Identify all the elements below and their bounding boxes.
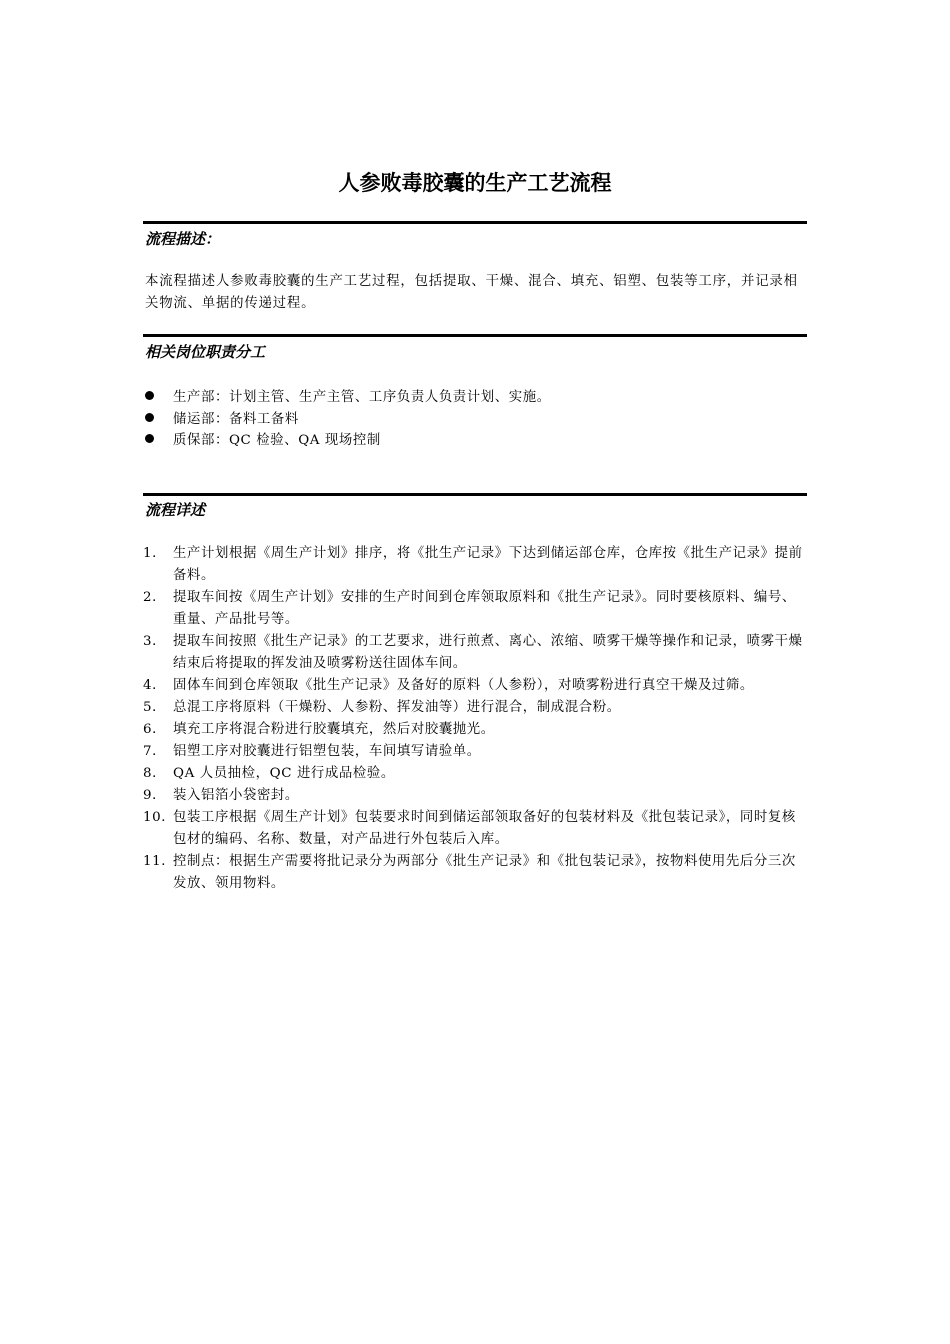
process-step bbox=[143, 785, 807, 807]
list-item bbox=[143, 428, 807, 450]
process-step bbox=[143, 631, 807, 675]
section-divider bbox=[143, 334, 807, 337]
step-text: 装入铝箔小袋密封。 bbox=[173, 788, 299, 803]
process-step-list bbox=[143, 543, 807, 895]
page-title: 人参败毒胶囊的生产工艺流程 bbox=[338, 171, 612, 195]
step-text: 提取车间按照《批生产记录》的工艺要求，进行煎煮、离心、浓缩、喷雾干燥等操作和记录，喷雾干燥结束后将提取的挥发油及喷雾粉送往固体车间。 bbox=[173, 634, 803, 671]
process-step bbox=[143, 587, 807, 631]
step-text: 包装工序根据《周生产计划》包装要求时间到储运部领取备好的包装材料及《批包装记录》，同时复核包材的编码、名称、数量，对产品进行外包装后入库。 bbox=[173, 810, 796, 847]
step-number: 3． bbox=[143, 634, 167, 649]
step-number: 1． bbox=[143, 546, 167, 561]
step-number: 11． bbox=[143, 854, 176, 869]
process-step bbox=[143, 719, 807, 741]
bullet-icon bbox=[145, 434, 154, 443]
section-heading-responsibilities: 相关岗位职责分工 bbox=[145, 343, 266, 361]
step-text: 提取车间按《周生产计划》安排的生产时间到仓库领取原料和《批生产记录》。同时要核原料、编号、重量、产品批号等。 bbox=[173, 590, 796, 627]
process-step bbox=[143, 675, 807, 697]
bullet-icon bbox=[145, 391, 154, 400]
section-divider bbox=[143, 493, 807, 496]
list-item bbox=[143, 407, 807, 429]
step-text: 铝塑工序对胶囊进行铝塑包装，车间填写请验单。 bbox=[173, 744, 481, 759]
step-number: 4． bbox=[143, 678, 167, 693]
section-heading-details: 流程详述 bbox=[145, 501, 206, 519]
bullet-icon bbox=[145, 413, 154, 422]
process-step bbox=[143, 851, 807, 895]
step-number: 8． bbox=[143, 766, 167, 781]
step-text: 填充工序将混合粉进行胶囊填充，然后对胶囊抛光。 bbox=[173, 722, 495, 737]
process-step bbox=[143, 807, 807, 851]
list-item-text: 生产部：计划主管、生产主管、工序负责人负责计划、实施。 bbox=[173, 390, 551, 406]
step-text: 总混工序将原料（干燥粉、人参粉、挥发油等）进行混合，制成混合粉。 bbox=[173, 700, 621, 715]
process-step bbox=[143, 741, 807, 763]
section-heading-description: 流程描述： bbox=[145, 230, 221, 248]
responsibility-list bbox=[143, 385, 807, 450]
process-step bbox=[143, 697, 807, 719]
section-divider bbox=[143, 221, 807, 224]
step-number: 2． bbox=[143, 590, 167, 605]
process-step bbox=[143, 543, 807, 587]
step-number: 10． bbox=[143, 810, 176, 825]
step-number: 5． bbox=[143, 700, 167, 715]
step-text: 控制点：根据生产需要将批记录分为两部分《批生产记录》和《批包装记录》，按物料使用先后分三次发放、领用物料。 bbox=[173, 854, 796, 891]
list-item bbox=[143, 385, 807, 407]
list-item-text: 储运部：备料工备料 bbox=[173, 411, 299, 427]
step-number: 6． bbox=[143, 722, 167, 737]
list-item-text: 质保部：QC 检验、QA 现场控制 bbox=[173, 433, 381, 449]
step-text: 生产计划根据《周生产计划》排序，将《批生产记录》下达到储运部仓库，仓库按《批生产记录》提前备料。 bbox=[173, 546, 803, 583]
step-text: QA 人员抽检，QC 进行成品检验。 bbox=[173, 766, 395, 781]
description-text: 本流程描述人参败毒胶囊的生产工艺过程，包括提取、干燥、混合、填充、铝塑、包装等工序，并记录相关物流、单据的传递过程。 bbox=[145, 274, 798, 311]
step-number: 9． bbox=[143, 788, 167, 803]
step-text: 固体车间到仓库领取《批生产记录》及备好的原料（人参粉），对喷雾粉进行真空干燥及过筛。 bbox=[173, 678, 754, 693]
process-step bbox=[143, 763, 807, 785]
step-number: 7． bbox=[143, 744, 167, 759]
